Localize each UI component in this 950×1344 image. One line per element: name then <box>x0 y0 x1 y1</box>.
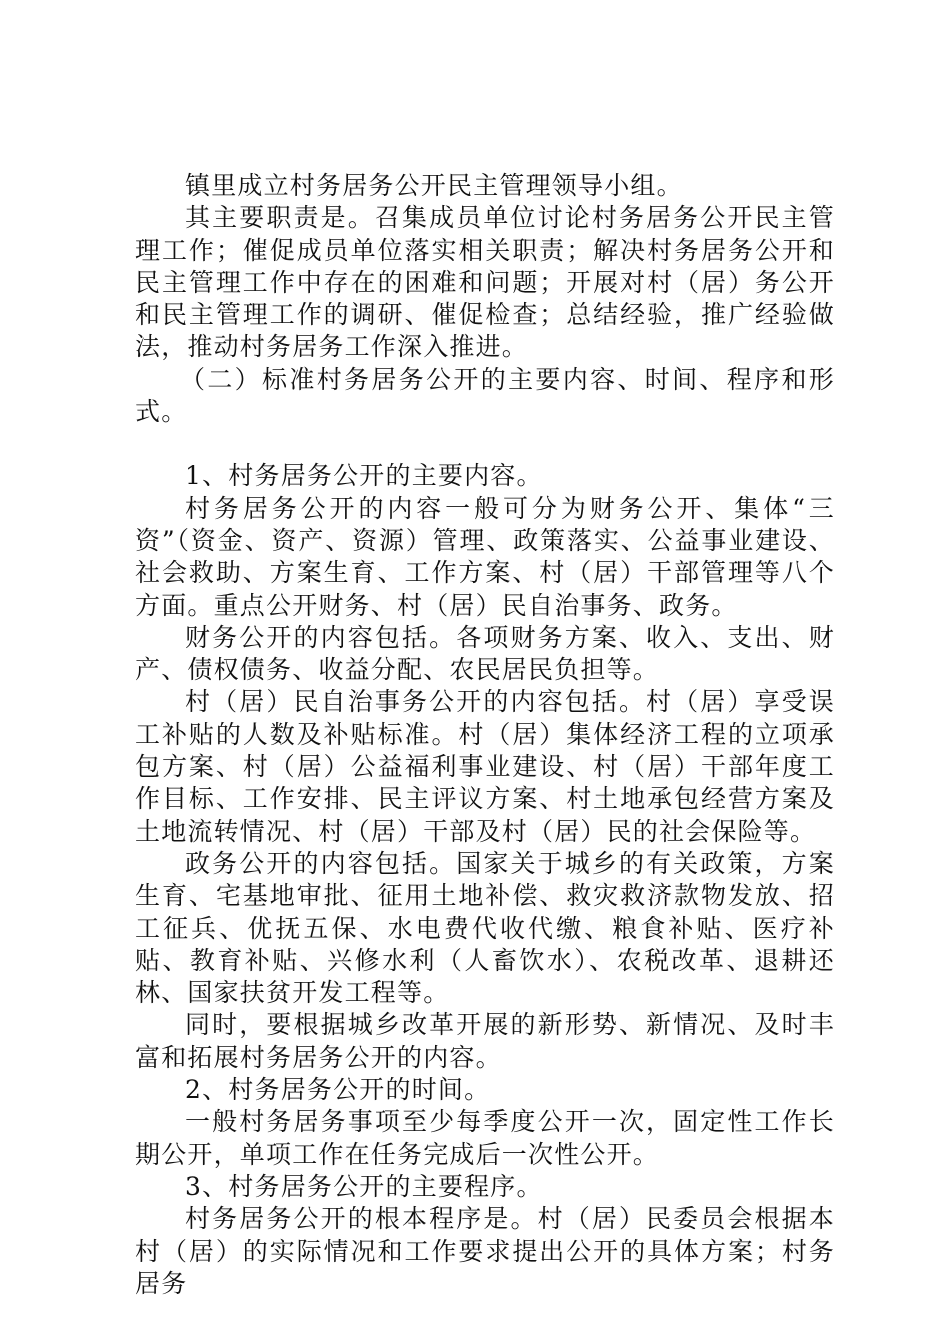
paragraph-leading-group: 镇里成立村务居务公开民主管理领导小组。 <box>185 171 683 200</box>
paragraph-procedure: 村务居务公开的根本程序是。村（居）民委员会根据本村（居）的实际情况和工作要求提出公开的具体方案；村务居务 <box>135 1204 835 1298</box>
subheading-procedure: 3、村务居务公开的主要程序。 <box>185 1171 543 1201</box>
subheading-time: 2、村务居务公开的时间。 <box>185 1075 491 1105</box>
paragraph-time: 一般村务居务事项至少每季度公开一次，固定性工作长期公开，单项工作在任务完成后一次性公开。 <box>135 1107 835 1169</box>
paragraph-autonomy: 村（居）民自治事务公开的内容包括。村（居）享受误工补贴的人数及补贴标准。村（居）集体经济工程的立项承包方案、村（居）公益福利事业建设、村（居）干部年度工作目标、工作安排、民主评议方案、村土地承包经营方案及土地流转情况、村（居）干部及村（居）民的社会保险等。 <box>135 687 835 846</box>
paragraph-finance: 财务公开的内容包括。各项财务方案、收入、支出、财产、债权债务、收益分配、农民居民负担等。 <box>135 622 835 685</box>
paragraph-enrich-content: 同时，要根据城乡改革开展的新形势、新情况、及时丰富和拓展村务居务公开的内容。 <box>135 1010 835 1072</box>
section-heading-2: （二）标准村务居务公开的主要内容、时间、程序和形式。 <box>135 364 835 427</box>
paragraph-government-affairs: 政务公开的内容包括。国家关于城乡的有关政策，方案生育、宅基地审批、征用土地补偿、救灾救济款物发放、招工征兵、优抚五保、水电费代收代缴、粮食补贴、医疗补贴、教育补贴、兴修水利（人畜饮水）、农税改革、退耕还林、国家扶贫开发工程等。 <box>135 848 835 1008</box>
paragraph-duties: 其主要职责是。召集成员单位讨论村务居务公开民主管理工作；催促成员单位落实相关职责；解决村务居务公开和民主管理工作中存在的困难和问题；开展对村（居）务公开和民主管理工作的调研、催促检查；总结经验，推广经验做法，推动村务居务工作深入推进。 <box>135 203 835 362</box>
paragraph-content-scope: 村务居务公开的内容一般可分为财务公开、集体“三资”（资金、资产、资源）管理、政策落实、公益事业建设、社会救助、方案生育、工作方案、村（居）干部管理等八个方面。重点公开财务、村（居）民自治事务、政务。 <box>135 493 835 620</box>
document-body <box>135 170 835 1300</box>
subheading-main-content: 1、村务居务公开的主要内容。 <box>185 461 543 491</box>
